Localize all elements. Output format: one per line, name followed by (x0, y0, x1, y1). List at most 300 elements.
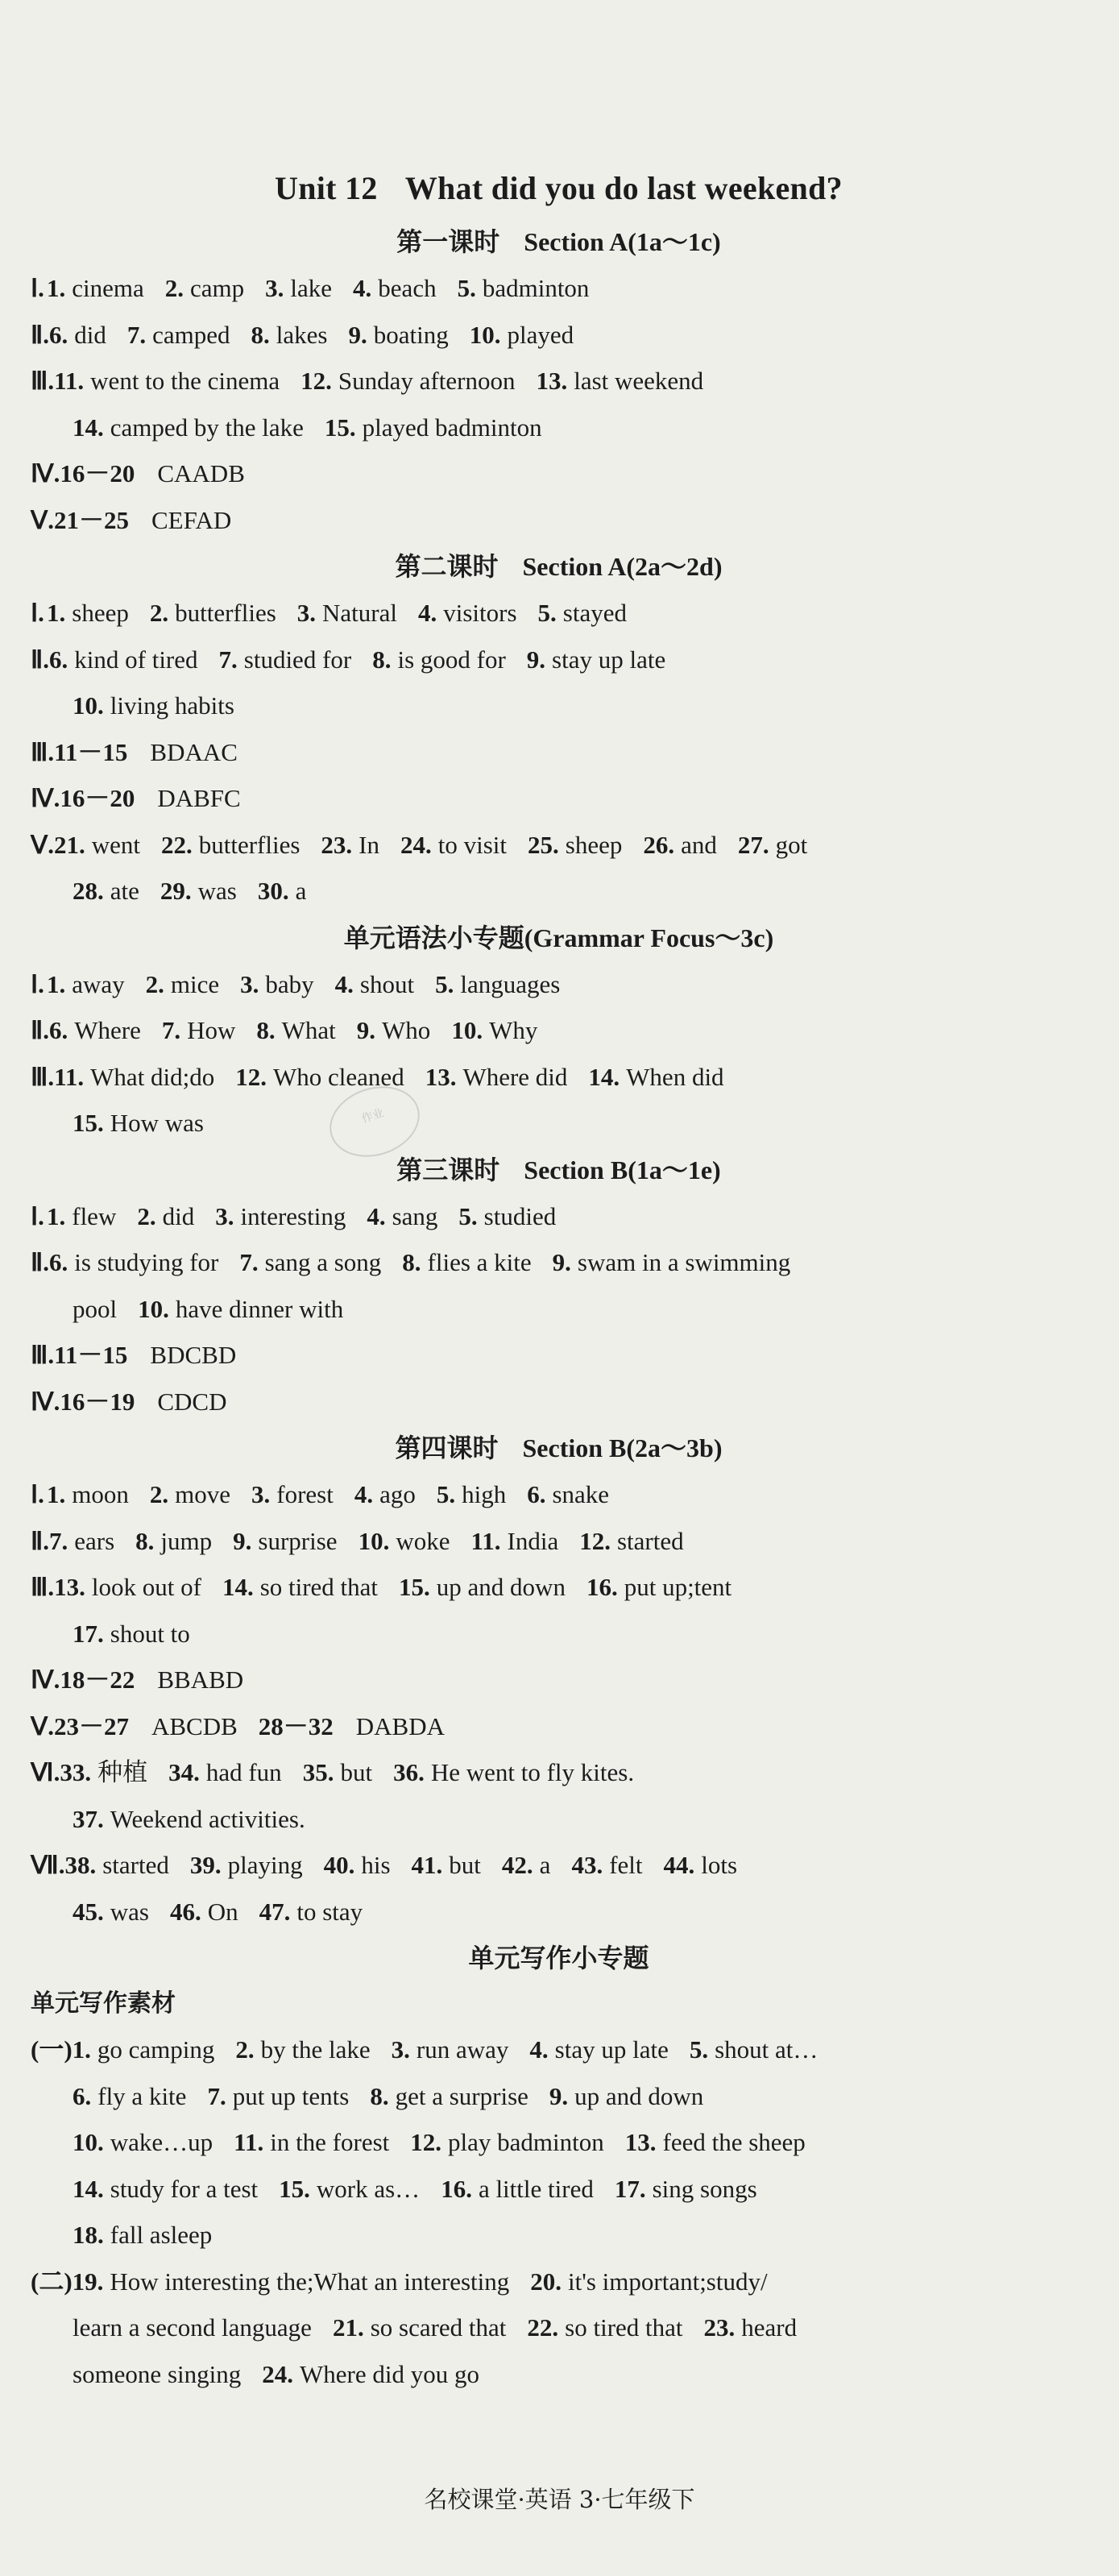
answer-text: butterflies (175, 599, 276, 627)
answer-text: Natural (322, 599, 397, 627)
answer-item (165, 274, 244, 302)
answer-text: heard (741, 2313, 798, 2342)
unit-number: Unit 12 (275, 170, 378, 206)
answer-item (54, 1573, 201, 1601)
question-number: 29. (160, 877, 192, 905)
answer-text: How interesting the;What an interesting (110, 2267, 510, 2296)
answer-text: did (162, 1201, 195, 1230)
answer-line (31, 450, 1087, 497)
section-title-cn: 第一课时 (396, 227, 500, 256)
answer-line (31, 1749, 1087, 1796)
question-number: 2. (137, 1201, 156, 1230)
answer-text: forest (276, 1480, 334, 1508)
roman-numeral: Ⅰ. (31, 599, 44, 627)
answer-item (54, 738, 238, 766)
answer-item (259, 1898, 363, 1926)
question-number: 3. (296, 599, 317, 627)
answer-item (233, 1527, 337, 1555)
question-number: 18. (73, 2221, 104, 2249)
answer-line (31, 2212, 1087, 2259)
answer-text: Where did you go (300, 2359, 479, 2388)
answer-text: played (507, 320, 574, 349)
question-number: 14. (73, 2174, 104, 2203)
answer-line (31, 1471, 1087, 1518)
question-number: 15. (399, 1573, 430, 1601)
section-title (31, 1425, 1087, 1471)
question-number: 7. (49, 1526, 68, 1555)
answer-item (529, 2035, 668, 2064)
question-number: 9. (348, 320, 367, 349)
question-number: 5. (435, 969, 454, 998)
roman-numeral: Ⅰ. (31, 969, 44, 998)
question-number: 18－22 (60, 1665, 135, 1694)
question-number: 8. (256, 1016, 276, 1044)
answer-text: ears (74, 1526, 115, 1555)
question-number: 9. (552, 1248, 571, 1276)
answer-text: flew (72, 1201, 117, 1230)
roman-numeral: Ⅱ. (31, 1526, 50, 1555)
answer-text: feed the sheep (662, 2128, 806, 2156)
answer-text: beach (378, 274, 437, 302)
answer-text: stayed (562, 599, 627, 627)
question-number: 1. (47, 1201, 66, 1230)
question-number: 4. (367, 1201, 386, 1230)
answer-text: CEFAD (151, 505, 232, 534)
answer-text: someone singing (73, 2359, 242, 2388)
question-number: 14. (222, 1573, 254, 1601)
answer-item (47, 1480, 129, 1508)
answer-item (234, 2128, 389, 2156)
answer-item (435, 970, 560, 998)
answer-item (470, 1527, 558, 1555)
question-number: 8. (402, 1248, 421, 1276)
answer-text: stay up late (554, 2035, 669, 2064)
answer-line (31, 1657, 1087, 1703)
answer-text: go camping (97, 2035, 215, 2064)
roman-numeral: Ⅱ. (31, 1016, 50, 1044)
answer-item (47, 1202, 116, 1230)
question-number: 6. (49, 645, 68, 674)
question-number: 5. (458, 1201, 478, 1230)
question-number: 16－20 (60, 784, 135, 812)
question-number: 5. (457, 274, 476, 302)
answer-line (31, 1518, 1087, 1565)
question-number: 10. (138, 1294, 169, 1323)
roman-numeral: Ⅱ. (31, 320, 50, 349)
answer-item (538, 599, 627, 627)
answer-item (73, 2360, 241, 2388)
question-number: 15. (279, 2174, 310, 2203)
answer-line (31, 637, 1087, 683)
answer-item (579, 1527, 683, 1555)
answer-text: lake (290, 274, 333, 302)
section-title (31, 915, 1087, 961)
question-number: 4. (354, 1480, 374, 1508)
answer-item (127, 321, 230, 349)
answer-line (31, 2351, 1087, 2398)
question-number: 10. (469, 320, 501, 349)
question-number: 21－25 (53, 505, 129, 534)
answer-text: fall asleep (110, 2221, 213, 2249)
answer-item (73, 1109, 204, 1137)
answer-line (31, 1193, 1087, 1240)
answer-text: boating (373, 320, 449, 349)
answer-item (73, 1898, 149, 1926)
question-number: 23. (703, 2313, 736, 2342)
answer-item (207, 2082, 349, 2110)
page-footer: 名校课堂·英语 3·七年级下 (424, 2486, 695, 2513)
question-number: 9. (549, 2081, 569, 2110)
answer-item (73, 691, 234, 720)
question-number: 40. (323, 1851, 355, 1879)
answer-item (553, 1248, 791, 1276)
answer-text: in the forest (270, 2128, 390, 2156)
answer-text: Where (74, 1016, 141, 1044)
answer-text: snake (552, 1480, 610, 1508)
answer-item (219, 645, 352, 674)
answer-item (470, 321, 574, 349)
answer-item (73, 1805, 305, 1833)
question-number: 42. (501, 1851, 533, 1879)
roman-numeral: Ⅳ. (31, 1387, 60, 1416)
answer-item (135, 1527, 212, 1555)
answer-text: ate (110, 877, 139, 905)
answer-item (73, 2221, 212, 2249)
question-number: 19. (72, 2267, 104, 2296)
answer-item (451, 1016, 537, 1044)
question-number: 7. (126, 320, 147, 349)
roman-numeral: Ⅵ. (31, 1758, 60, 1786)
answer-text: a (295, 877, 307, 905)
question-number: 7. (218, 645, 238, 674)
answer-line (31, 1054, 1087, 1101)
answer-text: last weekend (574, 367, 704, 395)
section-title-en: Section A(2a～2d) (522, 552, 723, 581)
section-title-cn: 单元语法小专题(Grammar Focus～3c) (343, 923, 774, 952)
roman-numeral: Ⅴ. (31, 830, 54, 859)
question-number: 15. (324, 413, 356, 442)
question-number: 24. (400, 830, 432, 859)
answer-line (31, 358, 1087, 404)
question-number: 4. (334, 969, 354, 998)
answer-text: In (358, 830, 379, 859)
question-number: 12. (579, 1526, 611, 1555)
answer-text: went (91, 830, 140, 859)
answer-item (265, 274, 332, 302)
roman-numeral: Ⅳ. (31, 1665, 60, 1694)
answer-text: was (110, 1897, 149, 1926)
question-number: 1. (72, 2035, 91, 2064)
question-number: 6. (527, 1480, 546, 1508)
answer-text: fly a kite (97, 2081, 187, 2110)
question-number: 47. (259, 1897, 291, 1926)
answer-text: BBABD (157, 1665, 244, 1694)
answer-text: a (539, 1851, 551, 1879)
answer-text: CDCD (157, 1387, 227, 1416)
question-number: 39. (189, 1851, 222, 1879)
section-title-en: Section B(2a～3b) (522, 1433, 723, 1462)
answer-item (325, 413, 542, 442)
answer-text: so tired that (259, 1573, 379, 1601)
answer-item (215, 1202, 346, 1230)
question-number: 22. (160, 830, 193, 859)
answer-line (31, 729, 1087, 776)
answer-line (31, 1796, 1087, 1843)
section-title-cn: 第四课时 (395, 1433, 499, 1462)
question-number: 24. (262, 2359, 293, 2388)
answer-text: sheep (72, 599, 129, 627)
answer-item (354, 1480, 416, 1508)
answer-item (353, 274, 437, 302)
answer-text: up and down (436, 1573, 566, 1601)
answer-text: look out of (91, 1573, 201, 1601)
question-number: 16－20 (60, 459, 135, 487)
question-number: 10. (358, 1526, 390, 1555)
answer-line (31, 2304, 1087, 2351)
answer-text: lakes (276, 320, 328, 349)
answer-line (31, 2073, 1087, 2120)
question-number: 8. (370, 2081, 389, 2110)
question-number: 9. (356, 1016, 376, 1044)
answer-text: sang a song (264, 1248, 382, 1276)
answer-line (31, 590, 1087, 637)
answer-line (31, 1611, 1087, 1657)
question-number: 28－32 (258, 1711, 334, 1740)
answer-item (357, 1016, 431, 1044)
answer-item (150, 599, 276, 627)
answer-text: to stay (296, 1897, 363, 1926)
sub-heading: 单元写作素材 (31, 1989, 176, 2018)
answer-line (31, 404, 1087, 451)
answer-item (372, 645, 506, 674)
answer-item (402, 1248, 531, 1276)
answer-item (625, 2128, 806, 2156)
answer-item (412, 1851, 481, 1879)
answer-text: to visit (437, 830, 508, 859)
answer-item (54, 506, 231, 534)
question-number: 34. (168, 1758, 200, 1786)
roman-numeral: Ⅲ. (31, 1341, 55, 1369)
answer-text: interesting (240, 1201, 346, 1230)
answer-text: stay up late (552, 645, 666, 674)
question-number: 9. (526, 645, 546, 674)
question-number: 8. (372, 645, 392, 674)
question-number: 22. (527, 2313, 559, 2342)
question-number: 6. (49, 1248, 68, 1276)
answer-text: sheep (565, 830, 623, 859)
answer-item (400, 831, 507, 859)
answer-item (690, 2035, 819, 2064)
question-number: 11. (54, 1062, 85, 1091)
answer-item (73, 2035, 215, 2064)
answer-text: shout at… (715, 2035, 819, 2064)
answer-line (31, 1332, 1087, 1379)
answer-line (31, 312, 1087, 359)
answer-item (571, 1851, 642, 1879)
question-number: 3. (215, 1201, 234, 1230)
answer-text: went to the cinema (90, 367, 280, 395)
answer-item (49, 321, 106, 349)
answer-line (31, 1239, 1087, 1286)
answer-text: is good for (397, 645, 506, 674)
answer-text: swam in a swimming (577, 1248, 791, 1276)
answer-item (251, 1480, 334, 1508)
question-number: 16－19 (60, 1387, 135, 1416)
answer-item (664, 1851, 738, 1879)
answer-text: Who cleaned (273, 1062, 404, 1091)
answer-line (31, 1703, 1087, 1750)
answer-item (73, 2175, 258, 2203)
answer-item (161, 831, 300, 859)
question-number: 17. (614, 2174, 646, 2203)
answer-item (49, 1527, 114, 1555)
answer-text: put up;tent (624, 1573, 732, 1601)
answer-item (168, 1758, 282, 1786)
roman-numeral: Ⅳ. (31, 784, 60, 812)
section-title-en: Section A(1a～1c) (524, 227, 721, 256)
question-number: 38. (64, 1851, 97, 1879)
answer-item (441, 2175, 594, 2203)
question-number: 21. (332, 2313, 364, 2342)
answer-text: DABFC (157, 784, 241, 812)
answer-text: a little tired (478, 2174, 594, 2203)
answer-item (137, 1202, 194, 1230)
question-number: 5. (436, 1480, 456, 1508)
answer-text: jump (160, 1526, 213, 1555)
roman-numeral: Ⅲ. (31, 1062, 55, 1091)
answer-text: ago (379, 1480, 416, 1508)
question-number: 44. (663, 1851, 695, 1879)
question-number: 12. (235, 1062, 267, 1091)
question-number: 36. (393, 1758, 425, 1786)
answer-text: BDCBD (150, 1341, 237, 1369)
answer-item (251, 321, 328, 349)
question-number: 3. (391, 2035, 410, 2064)
section-title-cn: 单元写作小专题 (468, 1943, 649, 1972)
question-number: 8. (135, 1526, 155, 1555)
answer-line (31, 961, 1087, 1008)
answer-text: study for a test (110, 2174, 259, 2203)
question-number: 23－27 (53, 1711, 129, 1740)
question-number: 43. (571, 1851, 603, 1879)
answer-line (31, 1100, 1087, 1147)
question-number: 6. (49, 320, 68, 349)
roman-numeral: Ⅴ. (31, 505, 54, 534)
answer-item (502, 1851, 551, 1879)
question-number: 2. (164, 274, 184, 302)
answer-line (31, 868, 1087, 915)
answer-text: but (340, 1758, 373, 1786)
answer-item (49, 645, 198, 674)
question-number: 10. (73, 2128, 104, 2156)
roman-numeral: Ⅶ. (31, 1851, 65, 1879)
answer-text: woke (396, 1526, 450, 1555)
question-number: 11－15 (54, 1341, 128, 1369)
answer-line (31, 1842, 1087, 1889)
answer-line (31, 775, 1087, 822)
answer-line (31, 2166, 1087, 2213)
answer-line (31, 1007, 1087, 1054)
answer-text: had fun (205, 1758, 282, 1786)
answer-text: was (197, 877, 237, 905)
answer-item (527, 2313, 682, 2342)
question-number: 14. (73, 413, 104, 442)
question-number: 2. (149, 1480, 169, 1508)
question-number: 21. (53, 830, 85, 859)
question-number: 35. (302, 1758, 334, 1786)
answer-text: What did;do (90, 1062, 215, 1091)
answer-item (321, 831, 379, 859)
question-number: 7. (239, 1248, 259, 1276)
answer-text: started (616, 1526, 684, 1555)
answer-item (54, 367, 280, 395)
roman-numeral: Ⅲ. (31, 1573, 55, 1601)
answer-line (31, 2259, 1087, 2305)
question-number: 26. (643, 830, 675, 859)
answer-text: studied (483, 1201, 557, 1230)
answer-text: is studying for (74, 1248, 219, 1276)
answer-text: camped (152, 320, 230, 349)
answer-item (73, 1620, 190, 1648)
roman-numeral: (一) (31, 2035, 73, 2064)
answer-item (527, 1480, 609, 1508)
question-number: 7. (207, 2081, 226, 2110)
answer-text: 种植 (97, 1758, 148, 1786)
question-number: 20. (530, 2267, 562, 2296)
answer-text: started (102, 1851, 169, 1879)
answer-line (31, 682, 1087, 729)
answer-item (300, 367, 515, 395)
question-number: 3. (265, 274, 284, 302)
question-number: 3. (240, 969, 259, 998)
roman-numeral: Ⅴ. (31, 1711, 54, 1740)
answer-item (393, 1758, 634, 1786)
answer-line (31, 1564, 1087, 1611)
question-number: 11－15 (54, 737, 128, 766)
sections-container (31, 218, 1087, 2397)
answer-text: cinema (72, 274, 144, 302)
answer-text: languages (460, 969, 561, 998)
answer-text: camp (190, 274, 245, 302)
answer-text: On (207, 1897, 238, 1926)
answer-item (262, 2360, 479, 2388)
section-title (31, 218, 1087, 265)
answer-text: Weekend activities. (110, 1804, 305, 1833)
answer-item (643, 831, 717, 859)
answer-text: work as… (316, 2174, 421, 2203)
question-number: 37. (73, 1804, 104, 1833)
question-number: 13. (54, 1573, 85, 1601)
answer-text: lots (701, 1851, 738, 1879)
question-number: 8. (251, 320, 270, 349)
answer-text: move (175, 1480, 230, 1508)
answer-text: flies a kite (427, 1248, 532, 1276)
answer-line (31, 2119, 1087, 2166)
answer-line (31, 2026, 1087, 2073)
question-number: 45. (73, 1897, 104, 1926)
answer-item (324, 1851, 391, 1879)
answer-text: visitors (443, 599, 517, 627)
question-number: 27. (737, 830, 769, 859)
section-title-cn: 第二课时 (395, 552, 499, 581)
answer-text: baby (265, 969, 314, 998)
roman-numeral: (二) (31, 2267, 73, 2296)
answer-text: butterflies (198, 830, 300, 859)
answer-item (162, 1016, 236, 1044)
answer-text: mice (170, 969, 220, 998)
answer-item (297, 599, 397, 627)
answer-item (49, 1016, 141, 1044)
